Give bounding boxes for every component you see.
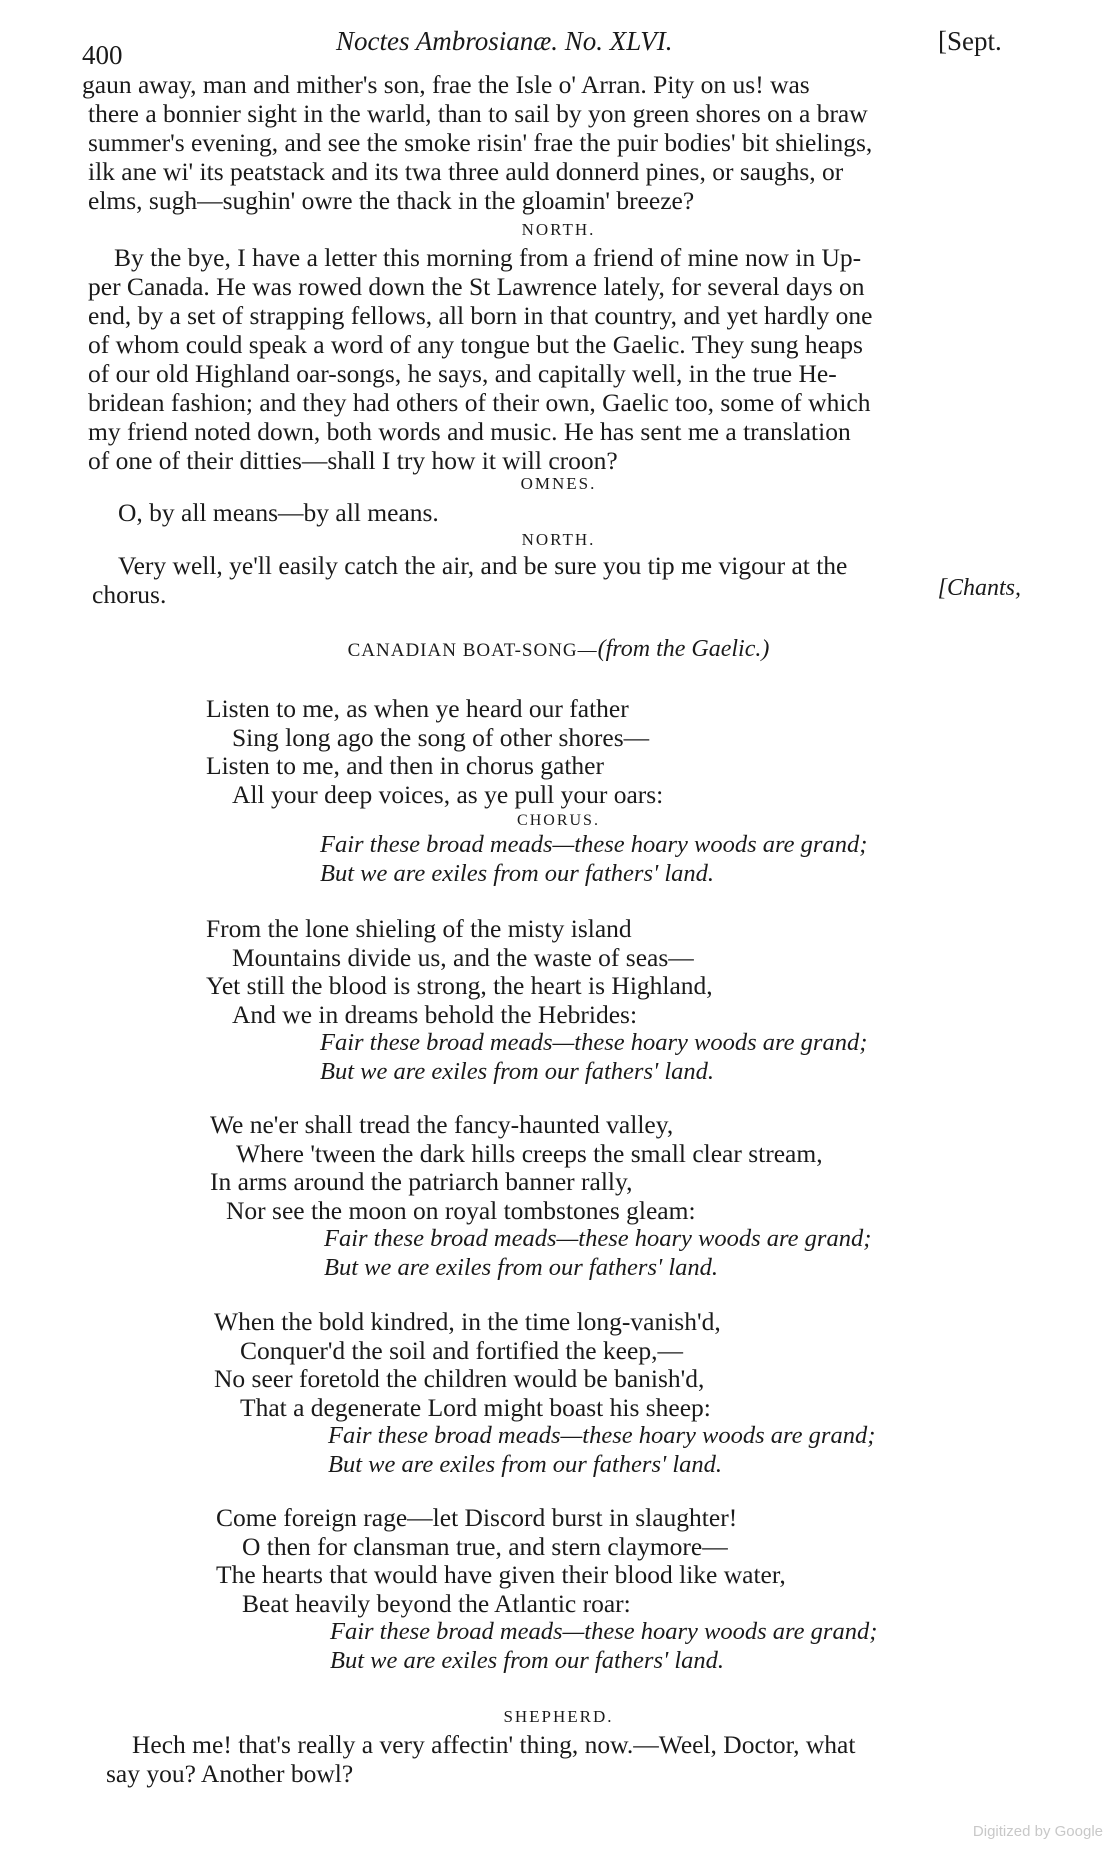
- verse-line: Yet still the blood is strong, the heart is Highland,: [206, 971, 713, 1001]
- stage-direction: [Chants,: [937, 575, 1021, 601]
- chorus-line: But we are exiles from our fathers' land.: [328, 1450, 723, 1478]
- chorus-line: But we are exiles from our fathers' land.: [324, 1253, 719, 1281]
- text-line: elms, sugh—sughin' owre the thack in the gloamin' breeze?: [88, 186, 695, 215]
- stanza-2: [206, 915, 867, 1087]
- running-title: Noctes Ambrosianæ. No. XLVI.: [336, 26, 673, 56]
- chorus-1: [206, 831, 867, 888]
- verse-line: From the lone shieling of the misty island: [206, 914, 632, 943]
- paragraph-letter: [88, 243, 1024, 475]
- verse-line: In arms around the patriarch banner rally,: [210, 1167, 633, 1197]
- verse-line: O then for clansman true, and stern claymore—: [242, 1531, 728, 1561]
- text-line: say you? Another bowl?: [106, 1759, 354, 1788]
- verse-line: Listen to me, as when ye heard our father: [206, 694, 629, 723]
- verse-line: Where 'tween the dark hills creeps the small clear stream,: [236, 1138, 823, 1168]
- song-title: [0, 636, 1117, 663]
- speaker-heading: NORTH.: [521, 530, 596, 549]
- verse-line: No seer foretold the children would be banish'd,: [214, 1364, 705, 1394]
- text-line: end, by a set of strapping fellows, all born in that country, and yet hardly one: [88, 301, 873, 330]
- verse-line: Conquer'd the soil and fortified the keep,—: [240, 1335, 683, 1365]
- verse-line: Mountains divide us, and the waste of seas—: [232, 942, 694, 972]
- text-line: there a bonnier sight in the warld, than to sail by yon green shores on a braw: [88, 99, 868, 128]
- speaker-heading: OMNES.: [520, 474, 597, 493]
- verse-line: We ne'er shall tread the fancy-haunted valley,: [210, 1110, 674, 1139]
- text-line: chorus.: [92, 580, 167, 609]
- text-line: ilk ane wi' its peatstack and its twa three auld donnerd pines, or saughs, or: [88, 157, 844, 186]
- page-number: 400: [82, 40, 123, 70]
- text-line: of one of their ditties—shall I try how it will croon?: [88, 446, 618, 475]
- paragraph-north-speech: [82, 70, 1024, 215]
- text-line: O, by all means—by all means.: [118, 498, 439, 527]
- text-line: gaun away, man and mither's son, frae the Isle o' Arran. Pity on us! was: [82, 70, 810, 99]
- chorus-line: Fair these broad meads—these hoary woods are grand;: [330, 1618, 878, 1646]
- text-line: summer's evening, and see the smoke risin' frae the puir bodies' bit shielings,: [88, 128, 873, 157]
- verse-line: Beat heavily beyond the Atlantic roar:: [242, 1588, 631, 1618]
- stanza-4: [214, 1308, 875, 1480]
- verse-line: The hearts that would have given their blood like water,: [216, 1560, 786, 1590]
- chorus-line: Fair these broad meads—these hoary woods are grand;: [328, 1422, 876, 1450]
- song-title-italic: (from the Gaelic.): [597, 636, 770, 662]
- chorus-heading: CHORUS.: [517, 812, 600, 829]
- chorus-line: But we are exiles from our fathers' land.: [320, 1057, 715, 1085]
- paragraph-shepherd: [106, 1730, 1034, 1788]
- stanza-5: [216, 1504, 877, 1676]
- text-line: per Canada. He was rowed down the St Lawrence lately, for several days on: [88, 272, 865, 301]
- chorus-line: Fair these broad meads—these hoary woods are grand;: [324, 1225, 872, 1253]
- verse-line: Listen to me, and then in chorus gather: [206, 751, 604, 781]
- paragraph-chorus-request: [88, 551, 1024, 609]
- text-line: of our old Highland oar-songs, he says, and capitally well, in the true He-: [88, 359, 837, 388]
- verse-line: Come foreign rage—let Discord burst in slaughter!: [216, 1503, 738, 1532]
- speaker-heading: NORTH.: [521, 220, 596, 239]
- speaker-heading: SHEPHERD.: [503, 1707, 614, 1726]
- text-line: of whom could speak a word of any tongue but the Gaelic. They sung heaps: [88, 330, 863, 359]
- omnes-line: [88, 498, 1054, 527]
- verse-line: When the bold kindred, in the time long-vanish'd,: [214, 1307, 721, 1336]
- digitized-watermark: Digitized by Google: [972, 1823, 1103, 1840]
- chorus-line: Fair these broad meads—these hoary woods are grand;: [320, 831, 868, 858]
- chorus-line: But we are exiles from our fathers' land.: [330, 1646, 725, 1674]
- song-title-caps: CANADIAN BOAT-SONG—: [347, 640, 598, 661]
- text-line: By the bye, I have a letter this morning from a friend of mine now in Up-: [114, 243, 862, 272]
- stanza-1: [206, 695, 663, 809]
- text-line: Very well, ye'll easily catch the air, and be sure you tip me vigour at the: [118, 551, 848, 580]
- verse-line: Nor see the moon on royal tombstones gleam:: [226, 1195, 696, 1225]
- verse-line: All your deep voices, as ye pull your oars:: [232, 779, 664, 809]
- section-mark: [Sept.: [938, 26, 1002, 56]
- stanza-3: [210, 1111, 871, 1283]
- verse-line: That a degenerate Lord might boast his sheep:: [240, 1392, 711, 1422]
- chorus-line: Fair these broad meads—these hoary woods are grand;: [320, 1029, 868, 1057]
- text-line: bridean fashion; and they had others of their own, Gaelic too, some of which: [88, 388, 871, 417]
- chorus-line: But we are exiles from our fathers' land.: [320, 859, 715, 887]
- text-line: Hech me! that's really a very affectin' thing, now.—Weel, Doctor, what: [132, 1730, 856, 1759]
- text-line: my friend noted down, both words and music. He has sent me a translation: [88, 417, 851, 446]
- verse-line: Sing long ago the song of other shores—: [232, 722, 650, 752]
- verse-line: And we in dreams behold the Hebrides:: [232, 999, 638, 1029]
